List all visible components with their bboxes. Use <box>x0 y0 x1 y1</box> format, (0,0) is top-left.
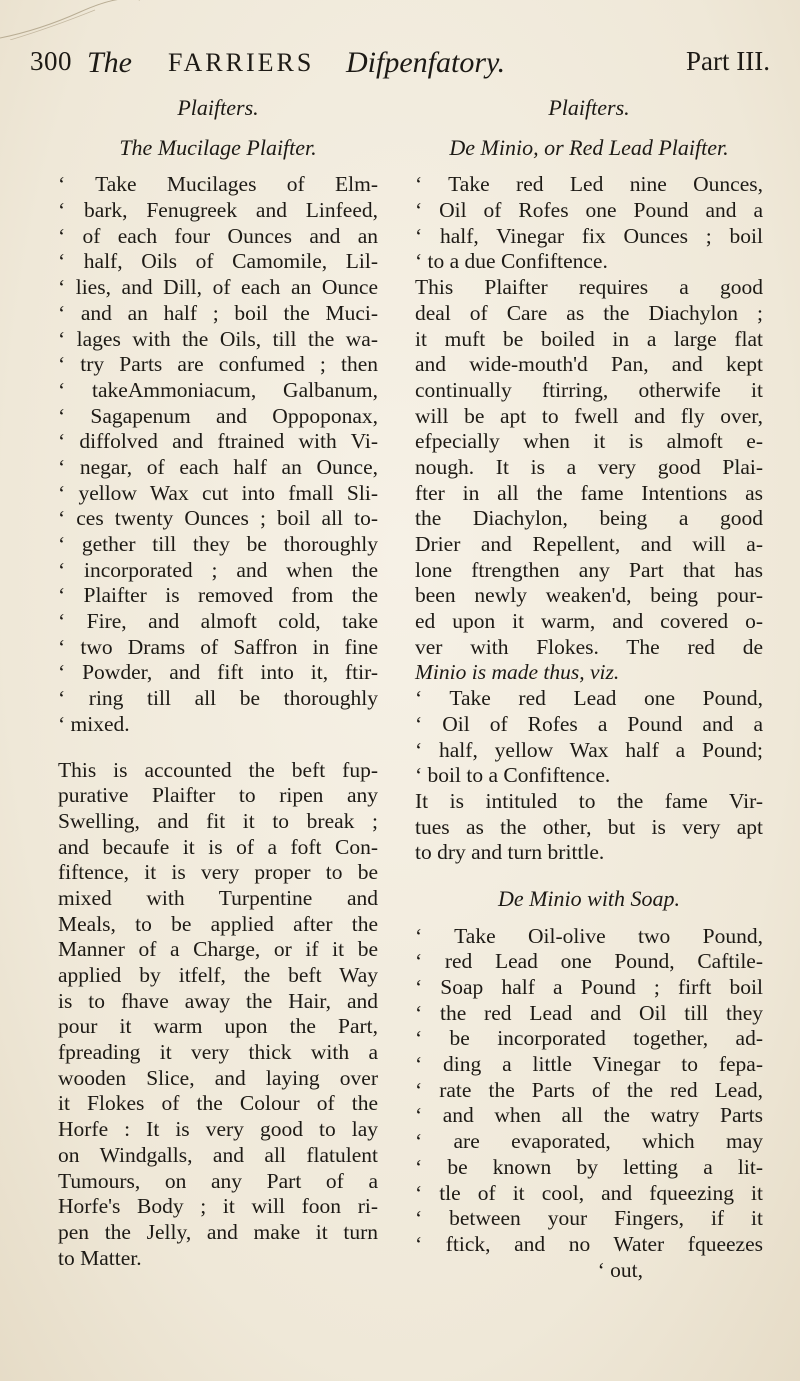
text-line: and becaufe it is of a foft Con- <box>58 834 378 859</box>
text-line: to dry and turn brittle. <box>415 840 605 865</box>
text-line: ‘ between your Fingers, if it <box>415 1206 763 1231</box>
red-lead-plaister-heading: De Minio, or Red Lead Plaifter. <box>449 134 729 160</box>
text-line: ‘ half, Vinegar fix Ounces ; boil <box>415 223 763 248</box>
text-line: ‘ bark, Fenugreek and Linfeed, <box>58 198 378 223</box>
text-line: ‘ boil to a Confiftence. <box>415 763 611 788</box>
minio-soap-recipe <box>415 924 763 1284</box>
text-line: ‘ Fire, and almoft cold, take <box>58 609 378 634</box>
text-line: ‘ Take red Lead one Pound, <box>415 686 763 711</box>
text-line: ‘ two Drams of Saffron in fine <box>58 634 378 659</box>
text-line: ‘ try Parts are confumed ; then <box>58 352 378 377</box>
text-line: efpecially when it is almoft e- <box>415 429 763 454</box>
text-line: Horfe's Body ; it will foon ri- <box>58 1194 378 1219</box>
text-line: ver with Flokes. The red de <box>415 634 763 659</box>
red-lead-description <box>415 275 763 686</box>
text-line: ‘ takeAmmoniacum, Galbanum, <box>58 377 378 402</box>
text-line: ‘ Take red Led nine Ounces, <box>415 172 763 197</box>
text-line: ‘ diffolved and ftrained with Vi- <box>58 429 378 454</box>
text-line: ed upon it warm, and covered o- <box>415 609 763 634</box>
text-line: ‘ yellow Wax cut into fmall Sli- <box>58 480 378 505</box>
left-running-head: Plaifters. <box>177 95 259 120</box>
text-line: it Flokes of the Colour of the <box>58 1091 378 1116</box>
text-line: ‘ Oil of Rofes one Pound and a <box>415 198 763 223</box>
text-line: lone ftrengthen any Part that has <box>415 557 763 582</box>
text-line: mixed with Turpentine and <box>58 885 378 910</box>
text-line: to Matter. <box>58 1245 142 1270</box>
text-line: ‘ Plaifter is removed from the <box>58 583 378 608</box>
text-line: ‘ and when all the watry Parts <box>415 1103 763 1128</box>
text-line: ‘ Take Mucilages of Elm- <box>58 172 378 197</box>
text-line: the Diachylon, being a good <box>415 506 763 531</box>
text-line: ‘ red Lead one Pound, Caftile- <box>415 949 763 974</box>
text-line: ‘ ftick, and no Water fqueezes <box>415 1231 763 1256</box>
text-line: purative Plaifter to ripen any <box>58 783 378 808</box>
text-line: ‘ Oil of Rofes a Pound and a <box>415 711 763 736</box>
text-line: Tumours, on any Part of a <box>58 1168 378 1193</box>
text-line: Minio is made thus, viz. <box>415 660 620 685</box>
minio-with-soap-heading: De Minio with Soap. <box>497 885 681 911</box>
text-line: ‘ Soap half a Pound ; firft boil <box>415 975 763 1000</box>
red-lead-recipe-2 <box>415 686 763 789</box>
text-line: ‘ lies, and Dill, of each an Ounce <box>58 275 378 300</box>
text-line: ‘ of each four Ounces and an <box>58 223 378 248</box>
mucilage-plaister-heading: The Mucilage Plaifter. <box>119 134 317 160</box>
text-line: ‘ ces twenty Ounces ; boil all to- <box>58 506 378 531</box>
text-line: ‘ gether till they be thoroughly <box>58 532 378 557</box>
text-line: been newly weaken'd, being pour- <box>415 583 763 608</box>
text-line: Swelling, and fit it to break ; <box>58 808 378 833</box>
text-line: ‘ rate the Parts of the red Lead, <box>415 1077 763 1102</box>
text-line: tues as the other, but is very apt <box>415 814 763 839</box>
text-line: ‘ out, <box>597 1257 643 1282</box>
text-line: This is accounted the beft fup- <box>58 757 378 782</box>
text-line: Drier and Repellent, and will a- <box>415 532 763 557</box>
red-lead-recipe <box>415 172 763 275</box>
red-lead-virtues <box>415 789 763 866</box>
text-line: ‘ ring till all be thoroughly <box>58 686 378 711</box>
left-column <box>58 95 378 1271</box>
text-line: Manner of a Charge, or if it be <box>58 937 378 962</box>
text-line: ‘ half, Oils of Camomile, Lil- <box>58 249 378 274</box>
page-header <box>30 46 770 86</box>
text-line: will be apt to fwell and fly over, <box>415 403 763 428</box>
text-line: pen the Jelly, and make it turn <box>58 1219 378 1244</box>
text-line: ‘ Powder, and fift into it, ftir- <box>58 660 378 685</box>
header-part: Part III. <box>686 46 770 76</box>
text-line: ‘ Sagapenum and Oppoponax, <box>58 403 378 428</box>
text-line: wooden Slice, and laying over <box>58 1065 378 1090</box>
text-line: This Plaifter requires a good <box>415 275 763 300</box>
text-line: It is intituled to the fame Vir- <box>415 788 763 813</box>
text-line: ‘ and an half ; boil the Muci- <box>58 300 378 325</box>
text-line: ‘ are evaporated, which may <box>415 1129 763 1154</box>
text-line: it muft be boiled in a large flat <box>415 326 763 351</box>
mucilage-recipe <box>58 172 378 737</box>
text-line: fiftence, it is very proper to be <box>58 860 378 885</box>
text-line: ‘ tle of it cool, and fqueezing it <box>415 1180 763 1205</box>
text-line: ‘ lages with the Oils, till the wa- <box>58 326 378 351</box>
text-line: ‘ be known by letting a lit- <box>415 1154 763 1179</box>
text-line: fter in all the fame Intentions as <box>415 480 763 505</box>
right-running-head: Plaifters. <box>548 95 630 120</box>
text-line: is to fhave away the Hair, and <box>58 988 378 1013</box>
header-title-the: The <box>87 46 132 79</box>
text-line: ‘ be incorporated together, ad- <box>415 1026 763 1051</box>
text-line: ‘ negar, of each half an Ounce, <box>58 454 378 479</box>
text-line: on Windgalls, and all flatulent <box>58 1142 378 1167</box>
text-line: Meals, to be applied after the <box>58 911 378 936</box>
text-line: ‘ half, yellow Wax half a Pound; <box>415 737 763 762</box>
text-line: ‘ ding a little Vinegar to fepa- <box>415 1052 763 1077</box>
text-line: applied by itfelf, the beft Way <box>58 963 378 988</box>
text-line: deal of Care as the Diachylon ; <box>415 300 763 325</box>
text-line: Horfe : It is very good to lay <box>58 1117 378 1142</box>
text-line: ‘ the red Lead and Oil till they <box>415 1000 763 1025</box>
text-line: ‘ to a due Confiftence. <box>415 249 608 274</box>
header-title-dispensatory: Difpenfatory. <box>346 46 506 79</box>
header-title-farriers: FARRIERS <box>168 48 315 77</box>
right-column <box>415 95 763 1283</box>
text-line: nough. It is a very good Plai- <box>415 454 763 479</box>
text-line: ‘ Take Oil-olive two Pound, <box>415 923 763 948</box>
mucilage-description <box>58 758 378 1272</box>
text-line: and wide-mouth'd Pan, and kept <box>415 352 763 377</box>
page-corner-scratch <box>0 0 140 40</box>
text-line: fpreading it very thick with a <box>58 1040 378 1065</box>
page-number: 300 <box>30 46 72 76</box>
text-line: pour it warm upon the Part, <box>58 1014 378 1039</box>
text-line: ‘ mixed. <box>58 711 130 736</box>
text-line: continually ftirring, otherwife it <box>415 377 763 402</box>
text-line: ‘ incorporated ; and when the <box>58 557 378 582</box>
